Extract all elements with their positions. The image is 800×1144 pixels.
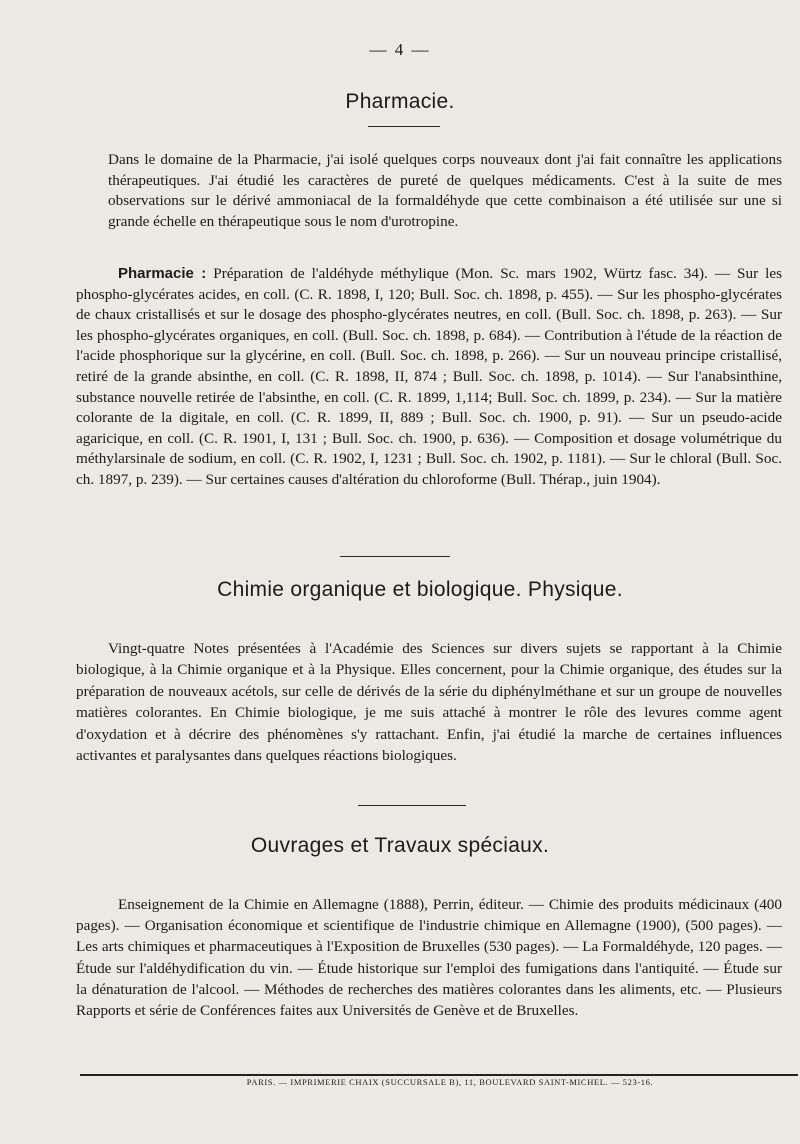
footer-rule <box>80 1074 798 1076</box>
section-heading-ouvrages: Ouvrages et Travaux spéciaux. <box>250 834 550 857</box>
section-divider <box>340 556 450 557</box>
section-divider <box>368 126 440 127</box>
bibliography-text: Préparation de l'aldéhyde méthylique (Mon. Sc. mars 1902, Würtz fasc. 34). — Sur les phospho-glycérates acides, en coll. (C. R. 1898, I, 120; Bull. Soc. ch. 1898, p. 455). — Sur les phospho-glycérates de chaux cristallisés et sur le dosage des phospho-glycérates neutres, en coll. (Bull. Soc. ch. 1898, p. 263). — Sur les phospho-glycérates organiques, en coll. (Bull. Soc. ch. 1898, p. 684). — Contribution à l'étude de la réaction de l'acide phosphorique sur la glycérine, en coll. (Bull. Soc. ch. 1898, p. 266). — Sur un nouveau principe cristallisé, retiré de la grande absinthe, en coll. (C. R. 1898, II, 874 ; Bull. Soc. ch. 1898, p. 1014). — Sur l'anabsinthine, substance nouvelle retirée de l'absinthe, en coll. (C. R. 1899, 1,114; Bull. Soc. ch. 1899, p. 234). — Sur la matière colorante de la digitale, en coll. (C. R. 1899, II, 889 ; Bull. Soc. ch. 1900, p. 91). — Sur un pseudo-acide agaricique, en coll. (C. R. 1901, I, 131 ; Bull. Soc. ch. 1900, p. 636). — Composition et dosage volumétrique du méthylarsinale de sodium, en coll. (C. R. 1902, I, 1231 ; Bull. Soc. ch. 1902, p. 1181). — Sur le chloral (Bull. Soc. ch. 1897, p. 239). — Sur certaines causes d'altération du chloroforme (Bull. Thérap., juin 1904). <box>76 265 782 488</box>
pharmacie-intro-paragraph: Dans le domaine de la Pharmacie, j'ai isolé quelques corps nouveaux dont j'ai fait connaître les applications thérapeutiques. J'ai étudié les caractères de pureté de quelques médicaments. C'est à la suite de mes observations sur le dérivé ammoniacal de la formaldéhyde que cette combinaison a été utilisée sur une si grande échelle en thérapeutique sous le nom d'urotropine. <box>108 151 782 230</box>
pharmacie-bibliography-paragraph <box>76 264 782 491</box>
chimie-paragraph: Vingt-quatre Notes présentées à l'Académie des Sciences sur divers sujets se rapportant à la Chimie biologique, à la Chimie organique et à la Physique. Elles concernent, pour la Chimie organique, des études sur la préparation de nouveaux acétols, sur celle de dérivés de la série du diphénylméthane et sur un groupe de nouvelles matières colorantes. En Chimie biologique, je me suis attaché à montrer le rôle des levures comme agent d'oxydation et à décrire des phénomènes s'y rattachant. Enfin, j'ai étudié la marche de certaines influences activantes et paralysantes dans quelques réactions biologiques. <box>76 640 782 765</box>
section-heading-chimie: Chimie organique et biologique. Physique. <box>217 578 623 601</box>
section-heading-pharmacie: Pharmacie. <box>345 90 455 113</box>
section-divider <box>358 805 466 806</box>
page-number: — 4 — <box>369 40 431 59</box>
printer-footer: PARIS. — IMPRIMERIE CHAIX (SUCCURSALE B), 11, BOULEVARD SAINT-MICHEL. — 523-16. <box>246 1077 654 1087</box>
bibliography-lead-label: Pharmacie : <box>118 265 207 282</box>
ouvrages-paragraph: Enseignement de la Chimie en Allemagne (1888), Perrin, éditeur. — Chimie des produits médicinaux (400 pages). — Organisation économique et scientifique de l'industrie chimique en Allemagne (1900), (500 pages). — Les arts chimiques et pharmaceutiques à l'Exposition de Bruxelles (530 pages). — La Formaldéhyde, 120 pages. — Étude sur l'aldéhydification du vin. — Étude historique sur l'emploi des fumigations dans l'antiquité. — Étude sur la dénaturation de l'alcool. — Méthodes de recherches des matières colorantes dans les aliments, etc. — Plusieurs Rapports et série de Conférences faites aux Universités de Genève et de Bruxelles. <box>76 896 782 1020</box>
